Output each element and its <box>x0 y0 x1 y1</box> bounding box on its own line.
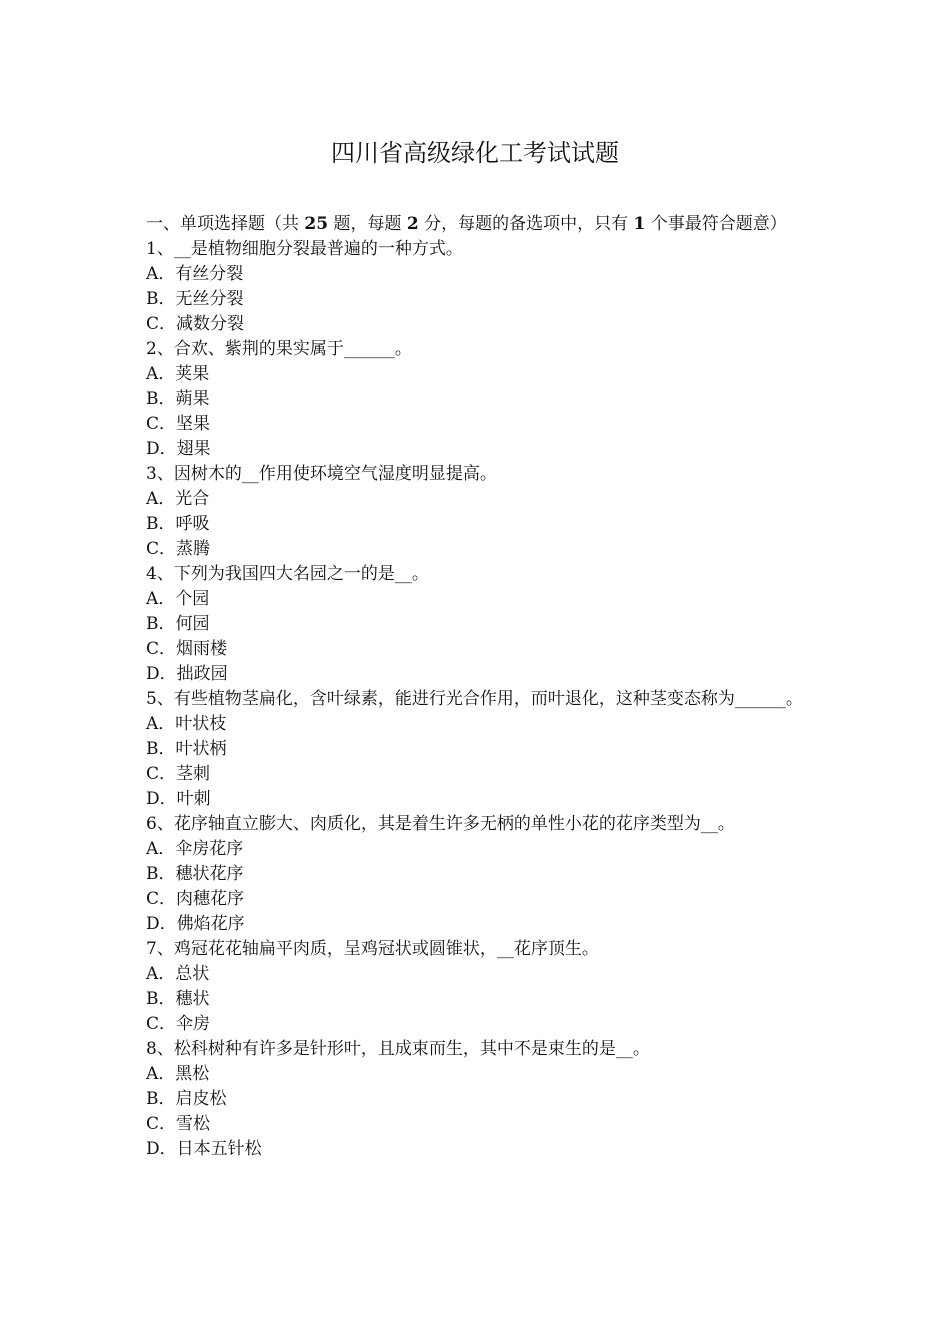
answer-option <box>146 762 814 787</box>
answer-option <box>146 787 814 812</box>
question-stem: 4、下列为我国四大名园之一的是__。 <box>146 564 429 584</box>
option-letter: C． <box>146 639 177 659</box>
option-text: 黑松 <box>175 1064 210 1084</box>
answer-option <box>146 862 814 887</box>
option-letter: C． <box>146 1114 177 1134</box>
option-letter: B． <box>146 289 176 309</box>
answer-option <box>146 1112 814 1137</box>
question-item <box>146 687 814 812</box>
option-text: 坚果 <box>176 414 211 434</box>
answer-option <box>146 437 814 462</box>
option-letter: B． <box>146 514 176 534</box>
answer-option <box>146 887 814 912</box>
option-text: 总状 <box>175 964 210 984</box>
answer-option <box>146 1012 814 1037</box>
answer-option <box>146 987 814 1012</box>
option-letter: A． <box>146 364 176 384</box>
answer-option <box>146 1137 814 1162</box>
option-text: 穗状花序 <box>175 864 244 884</box>
option-text: 烟雨楼 <box>176 639 228 659</box>
question-item <box>146 812 814 937</box>
question-item <box>146 337 814 462</box>
question-stem: 7、鸡冠花花轴扁平肉质，呈鸡冠状或圆锥状，__花序顶生。 <box>146 939 599 959</box>
answer-option <box>146 1062 814 1087</box>
option-text: 伞房 <box>176 1014 211 1034</box>
option-letter: D． <box>146 1139 177 1159</box>
option-letter: A． <box>146 964 176 984</box>
option-text: 穗状 <box>175 989 210 1009</box>
answer-option <box>146 487 814 512</box>
question-stem: 3、因树木的__作用使环境空气湿度明显提高。 <box>146 464 497 484</box>
question-item <box>146 1037 814 1162</box>
correct-count: 1 <box>633 214 646 234</box>
question-stem: 2、合欢、紫荆的果实属于______。 <box>146 339 412 359</box>
option-letter: A． <box>146 264 176 284</box>
option-letter: C． <box>146 764 177 784</box>
section-header-prefix: 一、单项选择题（共 <box>146 214 299 234</box>
question-item <box>146 937 814 1037</box>
option-text: 叶状柄 <box>175 739 227 759</box>
option-letter: C． <box>146 1014 177 1034</box>
answer-option <box>146 287 814 312</box>
option-letter: D． <box>146 664 177 684</box>
option-text: 蒸腾 <box>176 539 211 559</box>
answer-option <box>146 387 814 412</box>
option-text: 茎刺 <box>176 764 211 784</box>
option-letter: B． <box>146 1089 176 1109</box>
option-letter: B． <box>146 614 176 634</box>
section-header-suffix: 个事最符合题意） <box>650 214 787 234</box>
answer-option <box>146 587 814 612</box>
option-text: 荚果 <box>175 364 210 384</box>
option-letter: D． <box>146 914 177 934</box>
document-body <box>146 212 814 1162</box>
page-title <box>0 138 950 168</box>
option-letter: C． <box>146 314 177 334</box>
question-stem: 6、花序轴直立膨大、肉质化，其是着生许多无柄的单性小花的花序类型为__。 <box>146 814 735 834</box>
question-item <box>146 462 814 562</box>
option-text: 有丝分裂 <box>175 264 244 284</box>
option-letter: D． <box>146 439 177 459</box>
option-text: 叶刺 <box>176 789 211 809</box>
option-letter: C． <box>146 539 177 559</box>
option-text: 何园 <box>175 614 210 634</box>
option-text: 伞房花序 <box>175 839 244 859</box>
answer-option <box>146 912 814 937</box>
answer-option <box>146 612 814 637</box>
answer-option <box>146 1087 814 1112</box>
option-letter: B． <box>146 864 176 884</box>
option-text: 拙政园 <box>176 664 228 684</box>
option-letter: B． <box>146 739 176 759</box>
option-text: 日本五针松 <box>176 1139 262 1159</box>
option-letter: B． <box>146 989 176 1009</box>
question-list <box>146 237 814 1162</box>
option-text: 蒴果 <box>175 389 210 409</box>
option-letter: A． <box>146 1064 176 1084</box>
answer-option <box>146 737 814 762</box>
option-text: 叶状枝 <box>175 714 227 734</box>
option-text: 呼吸 <box>175 514 210 534</box>
answer-option <box>146 662 814 687</box>
option-letter: A． <box>146 489 176 509</box>
option-text: 光合 <box>175 489 210 509</box>
option-letter: B． <box>146 389 176 409</box>
question-item <box>146 237 814 337</box>
option-text: 佛焰花序 <box>176 914 245 934</box>
option-letter: C． <box>146 414 177 434</box>
answer-option <box>146 637 814 662</box>
section-header-mid2: 分，每题的备选项中，只有 <box>424 214 629 234</box>
answer-option <box>146 837 814 862</box>
answer-option <box>146 362 814 387</box>
title-text: 四川省高级绿化工考试试题 <box>331 139 619 167</box>
option-text: 无丝分裂 <box>175 289 244 309</box>
option-letter: D． <box>146 789 177 809</box>
option-text: 雪松 <box>176 1114 211 1134</box>
answer-option <box>146 712 814 737</box>
option-text: 肉穗花序 <box>176 889 245 909</box>
total-questions: 25 <box>304 214 329 234</box>
points-each: 2 <box>406 214 419 234</box>
section-header-mid1: 题，每题 <box>333 214 402 234</box>
option-text: 翅果 <box>176 439 211 459</box>
answer-option <box>146 537 814 562</box>
option-text: 个园 <box>175 589 210 609</box>
option-letter: C． <box>146 889 177 909</box>
option-text: 减数分裂 <box>176 314 245 334</box>
option-letter: A． <box>146 714 176 734</box>
answer-option <box>146 312 814 337</box>
question-stem: 8、松科树种有许多是针形叶，且成束而生，其中不是束生的是__。 <box>146 1039 650 1059</box>
answer-option <box>146 412 814 437</box>
question-stem: 5、有些植物茎扁化，含叶绿素，能进行光合作用，而叶退化，这种茎变态称为______。 <box>146 689 803 709</box>
question-item <box>146 562 814 687</box>
answer-option <box>146 512 814 537</box>
question-stem: 1、__是植物细胞分裂最普遍的一种方式。 <box>146 239 463 259</box>
option-text: 启皮松 <box>175 1089 227 1109</box>
answer-option <box>146 262 814 287</box>
answer-option <box>146 962 814 987</box>
option-letter: A． <box>146 839 176 859</box>
section-header <box>146 212 814 237</box>
option-letter: A． <box>146 589 176 609</box>
